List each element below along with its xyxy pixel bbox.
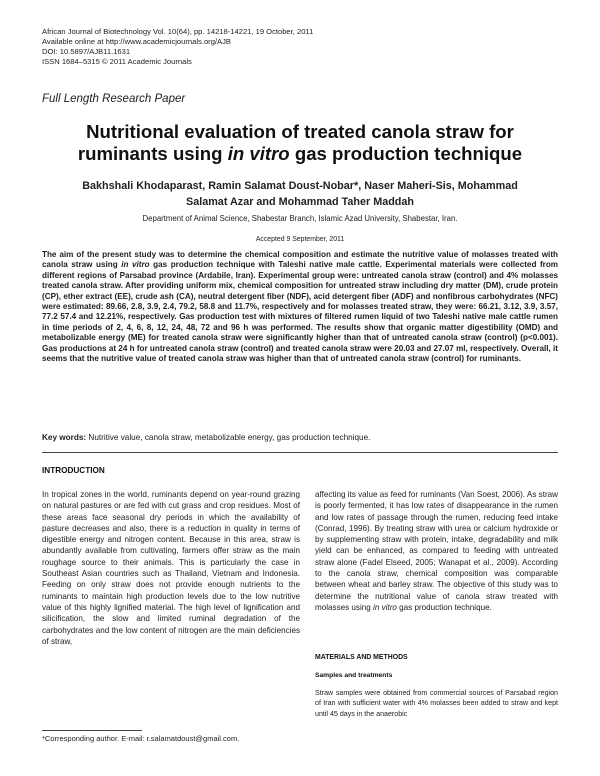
title-italic: in vitro — [227, 143, 290, 164]
accepted-date: Accepted 9 September, 2011 — [255, 236, 345, 243]
intro-right-part-2: gas production technique. — [396, 602, 492, 612]
doi: DOI: 10.5897/AJB11.1631 — [42, 47, 131, 56]
journal-url: Available online at http://www.academicjournals.org/AJB — [42, 37, 231, 46]
corresponding-author-footnote: *Corresponding author. E-mail: r.salamatdoust@gmail.com. — [42, 734, 240, 743]
keywords-label: Key words: — [42, 433, 87, 442]
abstract-part-1: The aim of the present study was to determine the chemical composition and estimate the nutritive value of molasses treated with canola straw using — [42, 250, 558, 270]
intro-right-italic: in vitro — [373, 602, 397, 612]
title-line-2-end: gas production technique — [289, 143, 523, 164]
issn: ISSN 1684–5315 © 2011 Academic Journals — [42, 57, 192, 66]
abstract — [42, 250, 558, 364]
title-line-2-start: ruminants using — [77, 143, 228, 164]
abstract-part-2: gas production technique with Taleshi native male cattle. Experimental materials were collected from different regions of Parsabad province (Ardabile, Iran). Experimental group were: untreated canola straw (control) and 4% molasses treated canola straw. After providing uniform mix, chemical composition for untreated straw including dry matter (DM), crude protein (CP), ether extract (EE), crude ash (CA), neutral detergent fiber (NDF), acid detergent fiber (ADF) and nonfibrous carbohydrates (NFC) were estimated: 89.66, 2.8, 3.9, 2.4, 79.2, 58.8 and 11.7%, respectively and for molasses treated straw, they were: 66.21, 3.12, 3.9, 3.57, 77.2 57.4 and 12.21%, respectively. Gas production test with mixtures of filtered rumen liquid of two Taleshi native male cattle rumen in time periods of 2, 4, 6, 8, 12, 24, 48, 72 and 96 h was performed. The results show that organic matter digestibility (OMD) and metabolizable energy (ME) for treated canola straw were significantly higher than that of untreated canola straw (control) (p<0.001). Gas productions at 24 h for untreated canola straw (control) and treated canola straw were 20.03 and 27.07 ml, respectively. Overall, it seems that the nutritive value of treated canola straw was higher than that of untreated canola straw (control) for ruminants. — [42, 260, 559, 364]
introduction-left-column: In tropical zones in the world, ruminants depend on year-round grazing on natural pastures or are fed with cut grass and crop residues. Most of these areas face seasonal dry periods in which the availability of pasture decreases and also, there is a reduction in quality in terms of digestible energy and nitrogen content. Because in this area, straw is abundantly available from cultivating, farmers offer straw as the main roughage source to their animals. This is particularly the case in Southeast Asian countries such as Thailand, Vietnam and Indonesia. Feeding on only straw does not provide enough nutrients to the ruminants to maintain high production levels due to the low nutritive value of this highly lignified material. The high level of lignification and silicification, the slow and limited ruminal degradation of the carbohydrates and the low content of nitrogen are the main deficiencies of straw, — [42, 490, 300, 646]
keywords — [42, 433, 558, 442]
section-divider — [42, 452, 558, 453]
intro-right-part-1: affecting its value as feed for ruminants (Van Soest, 2006). As straw is poorly fermented, it has low rates of disappearance in the rumen and low rates of passage through the rumen, reducing feed intake (Conrad, 1996). By treating straw with urea or calcium hydroxide or by supplementing straw with protein, intake, degradability and milk yield can be enhanced, as compared to feeding with untreated straw alone (Fadel Elseed, 2005; Wanapat et al., 2009). According to the canola straw, chemical composition was comparable between wheat and barley straw. The objective of this study was to determine the nutritional value of canola straw treated with molasses using — [315, 490, 558, 612]
methods-heading: MATERIALS AND METHODS — [315, 654, 408, 661]
methods-text: Straw samples were obtained from commercial sources of Parsabad region of Iran with sufficient water with 4% molasses been added to straw and kept until 45 days in the anaerobic — [315, 689, 558, 718]
journal-header — [42, 27, 313, 67]
paper-type: Full Length Research Paper — [42, 93, 186, 105]
authors-line-1: Bakhshali Khodaparast, Ramin Salamat Doust-Nobar*, Naser Maheri-Sis, Mohammad — [82, 180, 518, 192]
title-line-2 — [40, 143, 560, 165]
keywords-text: Nutritive value, canola straw, metabolizable energy, gas production technique. — [86, 433, 371, 442]
paper-title — [40, 121, 560, 165]
authors-line-2: Salamat Azar and Mohammad Taher Maddah — [186, 196, 414, 208]
title-line-1: Nutritional evaluation of treated canola straw for — [86, 121, 514, 142]
samples-subheading: Samples and treatments — [315, 672, 393, 679]
affiliation: Department of Animal Science, Shabestar Branch, Islamic Azad University, Shabestar, Iran. — [142, 214, 458, 223]
authors — [62, 178, 538, 210]
introduction-right-column — [315, 489, 558, 613]
footnote-divider — [42, 730, 142, 731]
introduction-heading: INTRODUCTION — [42, 466, 105, 475]
journal-citation: African Journal of Biotechnology Vol. 10(64), pp. 14218-14221, 19 October, 2011 — [42, 27, 314, 36]
abstract-italic: in vitro — [121, 260, 150, 270]
